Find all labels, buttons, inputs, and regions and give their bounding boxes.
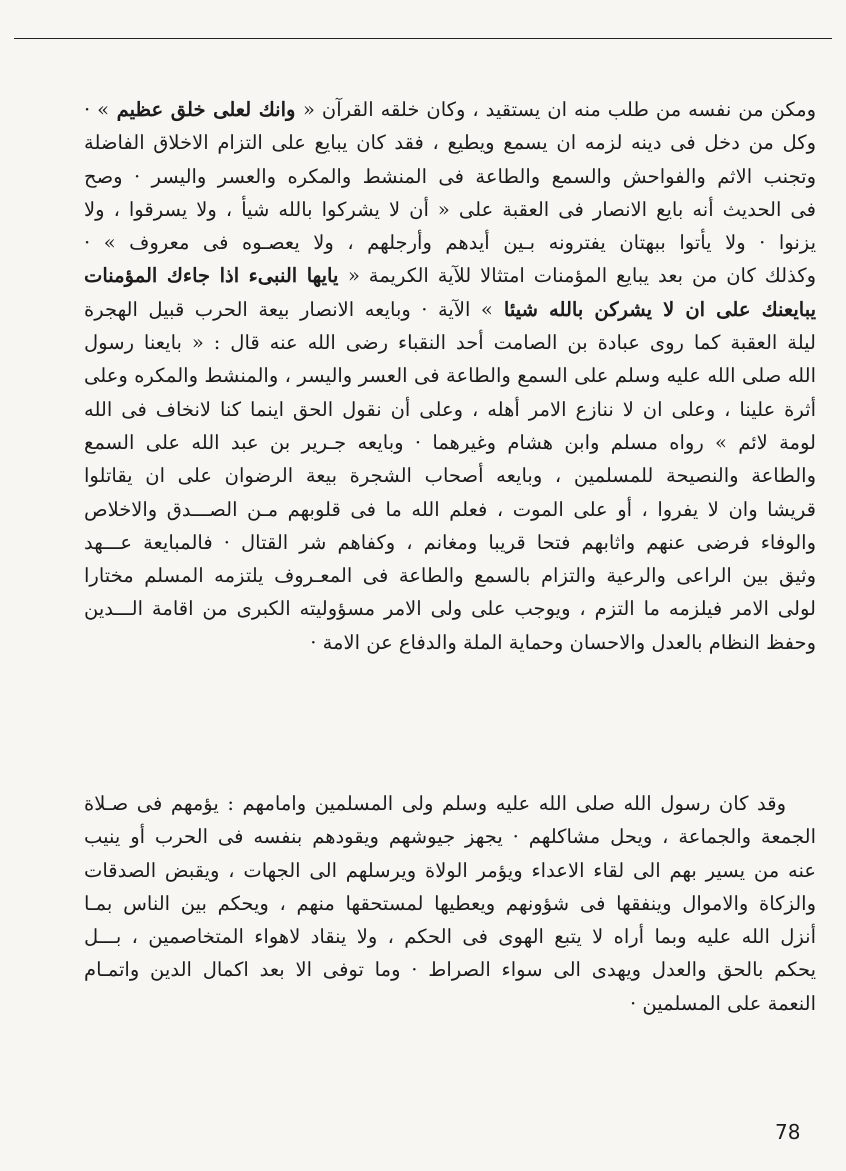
text-line: لولى الامر فيلزمه ما التزم ، ويوجب على ولى الامر مسؤوليته الكبرى من اقامة الـــدين <box>84 597 816 621</box>
text-line: والزكاة والاموال وينفقها فى شؤونهم ويعطيها لمستحقها منهم ، ويحكم بين الناس بمـا <box>84 891 816 915</box>
quran-quote: وانك لعلى خلق عظيم <box>109 98 303 121</box>
text-line: لومة لائم » رواه مسلم وابن هشام وغيرهما · وبايعه جـرير بن عبد الله على السمع <box>84 430 816 454</box>
text-line: ليلة العقبة كما روى عبادة بن الصامت أحد النقباء رضى الله عنه قال : « بايعنا رسول <box>84 331 816 355</box>
text-line: أثرة علينا ، وعلى ان لا ننازع الامر أهله ، وعلى أن نقول الحق اينما كنا لانخاف فى الله <box>84 397 816 421</box>
text-line: وكل من دخل فى دينه لزمه ان يسمع ويطيع ، فقد كان يبايع على التزام الاخلاق الفاضلة <box>84 131 816 155</box>
text-line: الجمعة والجماعة ، ويحل مشاكلهم · يجهز جيوشهم ويقودهم بنفسه فى الحرب أو ينيب <box>84 825 816 849</box>
text-line: النعمة على المسلمين · <box>629 991 816 1015</box>
text-line: وحفظ النظام بالعدل والاحسان وحماية الملة والدفاع عن الامة · <box>310 630 816 654</box>
text-line: يبايعنك على ان لا يشركن بالله شيئا » الآية · وبايعه الانصار بيعة الحرب قبيل الهجرة <box>84 297 816 321</box>
text-line: وكذلك كان من بعد يبايع المؤمنات امتثالا للآية الكريمة « يايها النبىء اذا جاءك المؤمنات <box>84 264 816 288</box>
text-line: وثيق بين الراعى والرعية والتزام بالسمع والطاعة فى المعـروف يلتزمه المسلم مختارا <box>84 564 816 588</box>
text-line: يحكم بالحق والعدل ويهدى الى سواء الصراط · وما توفى الا بعد اكمال الدين واتمـام <box>84 958 816 982</box>
text-line: فى الحديث أنه بايع الانصار فى العقبة على « أن لا يشركوا بالله شيأ ، ولا يسرقوا ، ولا <box>84 197 816 221</box>
page-number: 78 <box>775 1120 801 1144</box>
quran-quote: يبايعنك على ان لا يشركن بالله شيئا <box>492 297 816 321</box>
text-line: قريشا وان لا يفروا ، أو على الموت ، فعلم الله ما فى قلوبهم مـن الصـــدق والاخلاص <box>84 497 816 521</box>
paragraph-2 <box>84 787 816 1020</box>
text-line: الله صلى الله عليه وسلم على السمع والطاعة فى العسر واليسر ، والمنشط والمكره وعلى <box>84 364 816 388</box>
text-line: وتجنب الاثم والفواحش والسمع والطاعة فى المنشط والمكره والعسر واليسر · وصح <box>84 164 816 188</box>
quran-quote: يايها النبىء اذا جاءك المؤمنات <box>84 264 348 288</box>
text-line: ومكن من نفسه من طلب منه ان يستقيد ، وكان خلقه القرآن « وانك لعلى خلق عظيم » · <box>84 98 816 121</box>
text-line: يزنوا · ولا يأتوا ببهتان يفترونه بـين أيدهم وأرجلهم ، ولا يعصـوه فى معروف » · <box>84 231 816 255</box>
top-rule <box>14 38 832 39</box>
text-line: عنه من يسير بهم الى لقاء الاعداء ويؤمر الولاة ويرسلهم الى الجهات ، ويقبض الصدقات <box>84 858 816 882</box>
paragraph-1 <box>84 93 816 659</box>
text-line: وقد كان رسول الله صلى الله عليه وسلم ولى المسلمين وامامهم : يؤمهم فى صـلاة <box>84 792 786 815</box>
text-line: والطاعة والنصيحة للمسلمين ، وبايعه أصحاب الشجرة بيعة الرضوان على ان يقاتلوا <box>84 464 816 488</box>
text-line: والوفاء فرضى عنهم واثابهم فتحا قريبا ومغانم ، وكفاهم شر القتال · فالمبايعة عـــهد <box>84 530 816 554</box>
text-line: أنزل الله عليه وبما أراه لا يتبع الهوى فى الحكم ، ولا ينقاد لاهواء المتخاصمين ، بـــل <box>84 925 816 949</box>
